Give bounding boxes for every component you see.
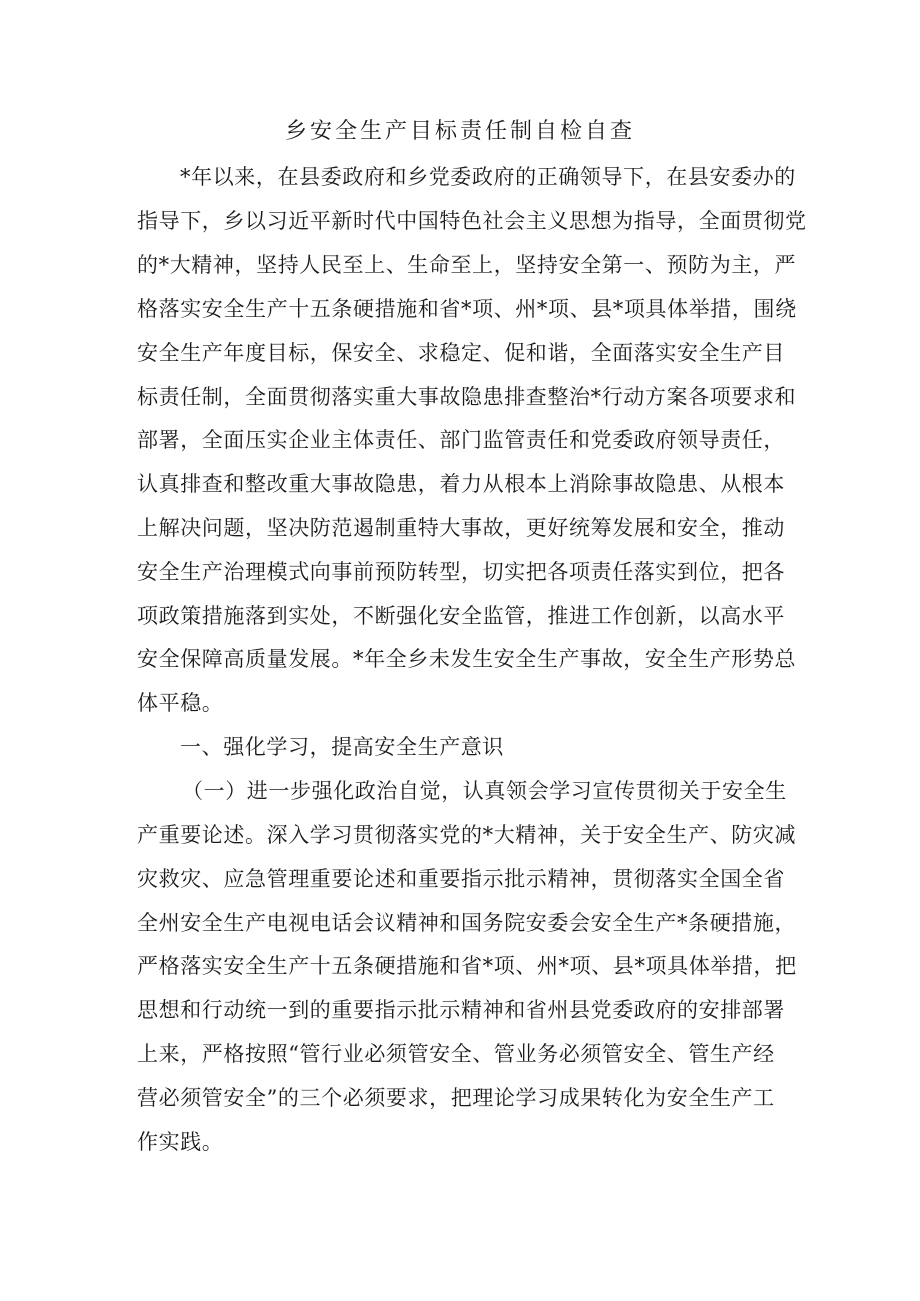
paragraph-line: 作实践。 [137, 1130, 224, 1154]
paragraph-line: 认真排查和整改重大事故隐患，着力从根本上消除事故隐患、从根本 [137, 472, 785, 496]
document-title: 乡安全生产目标责任制自检自查 [284, 119, 635, 144]
paragraph-line: 格落实安全生产十五条硬措施和省*项、州*项、县*项具体举措，围绕 [137, 297, 797, 321]
paragraph-line: 思想和行动统一到的重要指示批示精神和省州县党委政府的安排部署 [137, 998, 785, 1022]
paragraph-line: 严格落实安全生产十五条硬措施和省*项、州*项、县*项具体举措，把 [137, 954, 797, 978]
section-heading: 一、强化学习，提高安全生产意识 [180, 735, 504, 759]
paragraph-line: 的*大精神，坚持人民至上、生命至上，坚持安全第一、预防为主，严 [137, 253, 797, 277]
paragraph-line: 指导下，乡以习近平新时代中国特色社会主义思想为指导，全面贯彻党 [137, 209, 807, 233]
paragraph-line: 标责任制，全面贯彻落实重大事故隐患排查整治*行动方案各项要求和 [137, 385, 797, 409]
paragraph-line: 产重要论述。深入学习贯彻落实党的*大精神，关于安全生产、防灾减 [137, 823, 797, 847]
paragraph-line: 安全保障高质量发展。*年全乡未发生安全生产事故，安全生产形势总 [137, 647, 797, 671]
paragraph-line: （一）进一步强化政治自觉，认真领会学习宣传贯彻关于安全生 [182, 779, 787, 803]
paragraph-line: 全州安全生产电视电话会议精神和国务院安委会安全生产*条硬措施， [137, 911, 797, 935]
paragraph-line: 部署，全面压实企业主体责任、部门监管责任和党委政府领导责任， [137, 428, 785, 452]
paragraph-line: 安全生产治理模式向事前预防转型，切实把各项责任落实到位，把各 [137, 560, 785, 584]
paragraph-line: 上解决问题，坚决防范遏制重特大事故，更好统筹发展和安全，推动 [137, 516, 785, 540]
paragraph-line: 灾救灾、应急管理重要论述和重要指示批示精神，贯彻落实全国全省 [137, 867, 785, 891]
paragraph-line: 安全生产年度目标，保安全、求稳定、促和谐，全面落实安全生产目 [137, 341, 785, 365]
paragraph-line: 营必须管安全”的三个必须要求，把理论学习成果转化为安全生产工 [137, 1086, 775, 1110]
paragraph-line: 上来，严格按照“管行业必须管安全、管业务必须管安全、管生产经 [137, 1042, 775, 1066]
paragraph-line: 体平稳。 [137, 691, 224, 715]
paragraph-line: *年以来，在县委政府和乡党委政府的正确领导下，在县安委办的 [180, 165, 796, 189]
paragraph-line: 项政策措施落到实处，不断强化安全监管，推进工作创新，以高水平 [137, 604, 785, 628]
